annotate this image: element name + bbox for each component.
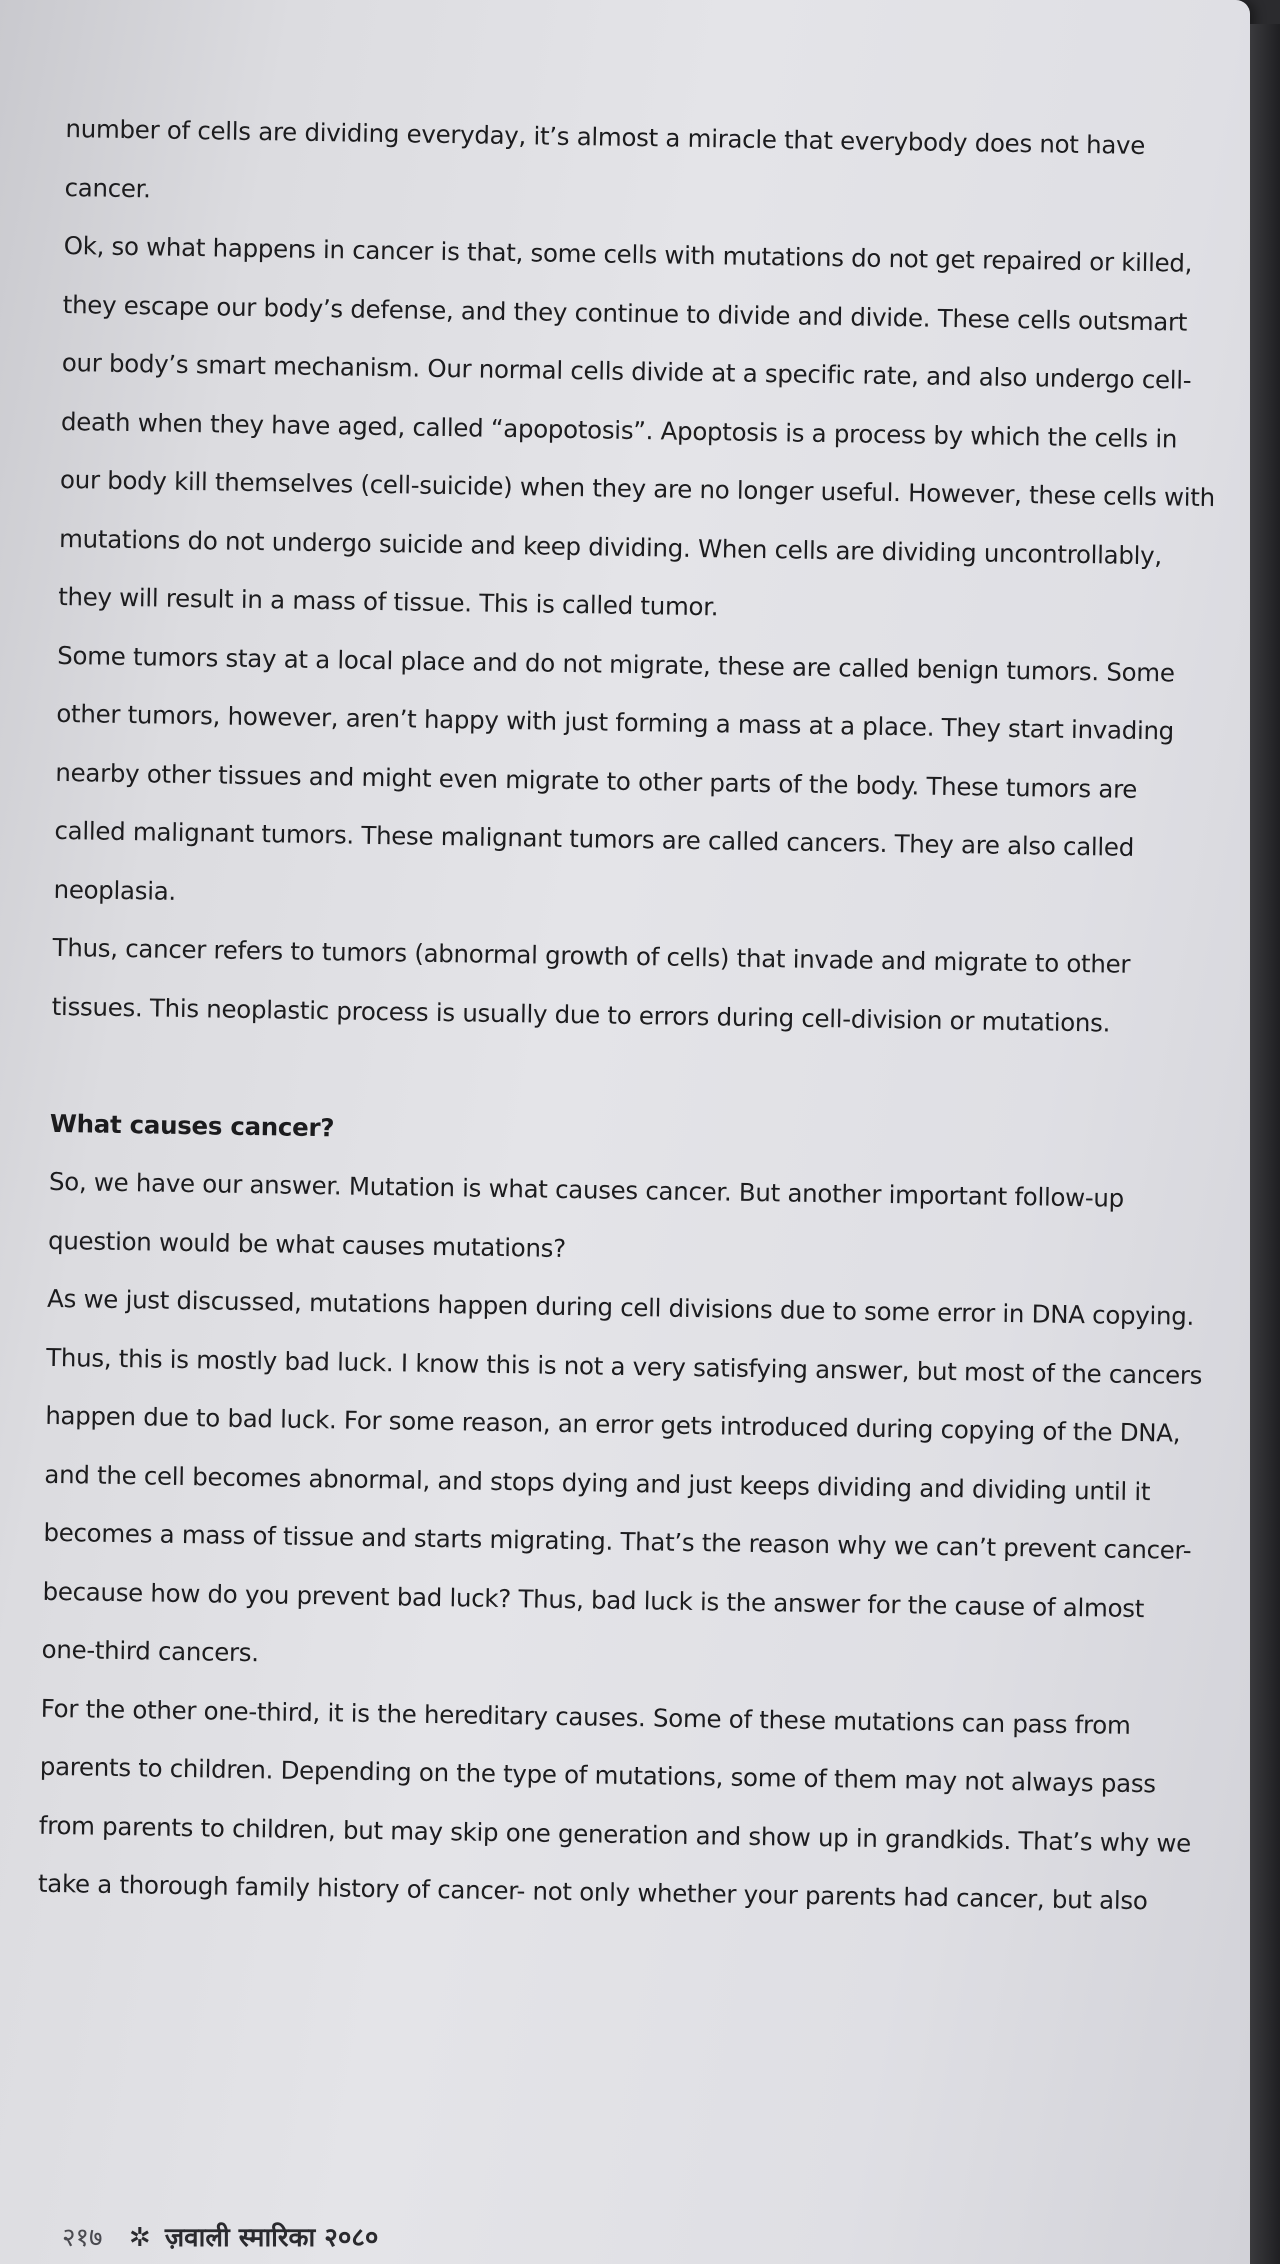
publication-title: ज़वाली स्मारिका २०८०: [164, 2223, 379, 2253]
text-line: one-third cancers.: [41, 1634, 260, 1668]
text-line: called malignant tumors. These malignant tumors are called cancers. They are also called: [54, 815, 1135, 862]
section-heading: What causes cancer?: [49, 1108, 335, 1142]
text-line: they will result in a mass of tissue. This is called tumor.: [57, 581, 719, 622]
text-line: nearby other tissues and might even migrate to other parts of the body. These tumors are: [55, 757, 1138, 804]
text-line: happen due to bad luck. For some reason, an error gets introduced during copying of the DNA,: [45, 1400, 1181, 1448]
text-line: death when they have aged, called “apopotosis”. Apoptosis is a process by which the cells in: [60, 406, 1178, 453]
text-line: Thus, this is mostly bad luck. I know this is not a very satisfying answer, but most of the cancers: [46, 1342, 1203, 1390]
text-line: So, we have our answer. Mutation is what causes cancer. But another important follow-up: [48, 1166, 1125, 1213]
text-line: Thus, cancer refers to tumors (abnormal growth of cells) that invade and migrate to other: [52, 932, 1131, 979]
text-line: Ok, so what happens in cancer is that, some cells with mutations do not get repaired or killed,: [63, 230, 1193, 278]
text-line: take a thorough family history of cancer- not only whether your parents had cancer, but also: [37, 1868, 1148, 1916]
text-line: and the cell becomes abnormal, and stops dying and just keeps dividing and dividing until it: [44, 1459, 1151, 1506]
text-line: because how do you prevent bad luck? Thus, bad luck is the answer for the cause of almost: [42, 1576, 1145, 1623]
text-line: our body kill themselves (cell-suicide) when they are no longer useful. However, these cells with: [59, 464, 1216, 513]
book-edge: [1250, 24, 1280, 2264]
text-line: tissues. This neoplastic process is usually due to errors during cell-division or mutations.: [51, 991, 1111, 1038]
text-line: parents to children. Depending on the type of mutations, some of them may not always pass: [39, 1751, 1157, 1799]
text-line: neoplasia.: [53, 874, 177, 906]
text-line: For the other one-third, it is the hereditary causes. Some of these mutations can pass from: [40, 1693, 1131, 1740]
page-footer: [62, 2218, 378, 2254]
text-line: from parents to children, but may skip one generation and show up in grandkids. That’s why we: [38, 1810, 1192, 1858]
text-line: our body’s smart mechanism. Our normal cells divide at a specific rate, and also undergo cell-: [61, 347, 1192, 395]
text-line: number of cells are dividing everyday, it’s almost a miracle that everybody does not have: [65, 113, 1146, 160]
text-line: mutations do not undergo suicide and keep dividing. When cells are dividing uncontrollably,: [58, 523, 1163, 570]
asterisk-icon: ✲: [128, 2223, 151, 2253]
page-text: [37, 100, 1216, 1931]
text-line: As we just discussed, mutations happen during cell divisions due to some error in DNA copying.: [46, 1283, 1195, 1331]
text-line: other tumors, however, aren’t happy with just forming a mass at a place. They start invading: [56, 698, 1175, 746]
text-line: question would be what causes mutations?: [47, 1225, 567, 1263]
text-line: cancer.: [64, 172, 151, 203]
text-line: becomes a mass of tissue and starts migrating. That’s the reason why we can’t prevent cancer-: [43, 1517, 1192, 1565]
page-number: २१७: [62, 2223, 103, 2253]
text-line: they escape our body’s defense, and they continue to divide and divide. These cells outsmart: [62, 289, 1188, 337]
text-line: Some tumors stay at a local place and do not migrate, these are called benign tumors. Some: [57, 640, 1175, 687]
